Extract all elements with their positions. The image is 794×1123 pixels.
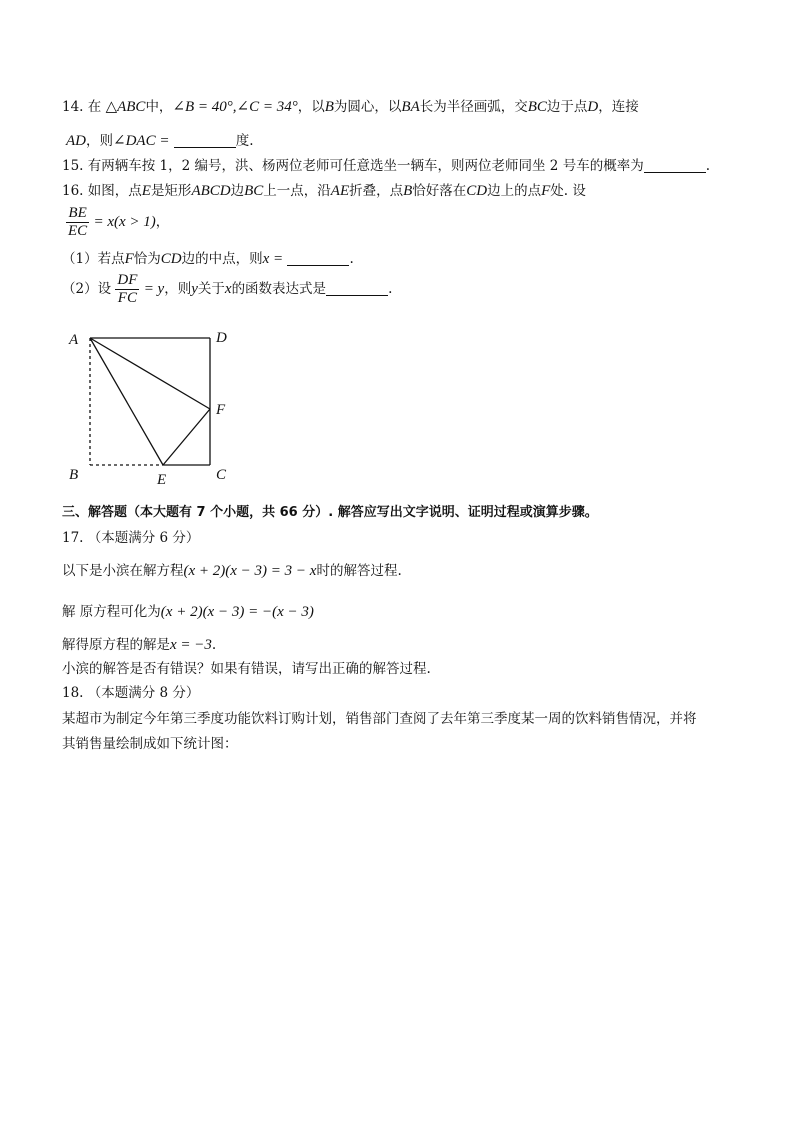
text: 上一点，沿 [263, 183, 331, 199]
text: . [211, 637, 217, 653]
q17-head: 17. （本题满分 6 分） [62, 530, 200, 546]
segment-ad: AD [66, 133, 86, 149]
var-x: x [224, 281, 232, 297]
angle-values: ∠B = 40°,∠C = 34° [172, 99, 298, 115]
text: . [705, 158, 710, 174]
point-b: B [403, 183, 413, 199]
segment-bc: BC [527, 99, 547, 115]
point-b: B [324, 99, 334, 115]
q16-condition [66, 205, 169, 240]
fraction-numerator: DF [117, 272, 138, 288]
fraction-denominator: EC [68, 223, 88, 239]
segment-ef [163, 409, 210, 465]
text: 的函数表达式是 [231, 281, 327, 297]
rect-abcd: ABCD [191, 183, 231, 199]
text: 长为半径画弧，交 [419, 99, 528, 115]
text: ，则 [164, 281, 192, 297]
segment-cd: CD [160, 251, 182, 267]
label-e: E [157, 472, 167, 488]
q17-line4: 小滨的解答是否有错误？如果有错误，请写出正确的解答过程. [62, 661, 431, 677]
text: 中， [145, 99, 173, 115]
text: 边 [230, 183, 245, 199]
point-d: D [587, 99, 599, 115]
label-a: A [69, 332, 79, 348]
fraction-numerator: BE [66, 205, 89, 223]
q14-number: 14. 在 [62, 99, 102, 115]
text: 是矩形 [150, 183, 192, 199]
text: 解 原方程可化为 [62, 604, 161, 620]
text: . [349, 251, 354, 267]
q14-line1 [62, 98, 639, 116]
equation-1: (x + 2)(x − 3) = 3 − x [183, 563, 317, 579]
q17-line1 [62, 562, 402, 580]
text: ，则 [86, 133, 113, 149]
text: 度. [235, 133, 254, 149]
segment-af [90, 338, 210, 409]
q16-line1 [62, 182, 586, 200]
text: 处. 设 [550, 183, 586, 199]
text: 以下是小滨在解方程 [62, 563, 184, 579]
label-d: D [216, 330, 227, 346]
fraction-df-fc [115, 272, 139, 307]
text: ， [155, 214, 170, 230]
q15-line [62, 157, 710, 175]
angle-dac: ∠DAC = [113, 133, 170, 149]
answer-blank-q15[interactable] [644, 158, 706, 173]
q18-line1: 某超市为制定今年第三季度功能饮料订购计划，销售部门查阅了去年第三季度某一周的饮料销售情况，并将 [62, 711, 697, 727]
q17-line3 [62, 636, 216, 654]
text: 边上的点 [487, 183, 542, 199]
text: 为圆心，以 [333, 99, 402, 115]
text: 关于 [197, 281, 225, 297]
text: 边的中点，则 [181, 251, 263, 267]
segment-ba: BA [401, 99, 420, 115]
point-f: F [541, 183, 551, 199]
q16-sub2 [62, 272, 392, 307]
text: 恰好落在 [412, 183, 467, 199]
segment-ae: AE [330, 183, 350, 199]
answer-blank-q14[interactable] [174, 133, 236, 148]
label-c: C [216, 467, 227, 483]
text: ，以 [297, 99, 325, 115]
fraction-be-ec [66, 205, 89, 240]
q18-line2: 其销售量绘制成如下统计图： [62, 736, 238, 752]
y-expr: = y [143, 281, 165, 297]
geometry-figure [60, 322, 240, 492]
q18-head: 18. （本题满分 8 分） [62, 685, 200, 701]
segment-cd: CD [466, 183, 488, 199]
answer-blank-q16-1[interactable] [287, 251, 349, 266]
x-equals: x = [262, 251, 284, 267]
q15-text: 15. 有两辆车按 1，2 编号，洪、杨两位老师可任意选坐一辆车，则两位老师同坐 2 号车的概率为 [62, 158, 644, 174]
q14-line2 [66, 132, 254, 150]
point-f: F [124, 251, 134, 267]
triangle-abc: △ABC [105, 99, 146, 115]
text: 恰为 [133, 251, 161, 267]
text: 时的解答过程. [316, 563, 402, 579]
equation-3: x = −3 [170, 637, 212, 653]
label-b: B [69, 467, 79, 483]
equation-2: (x + 2)(x − 3) = −(x − 3) [160, 604, 314, 620]
text: . [388, 281, 393, 297]
text: （2）设 [62, 281, 112, 297]
text: 边于点 [546, 99, 588, 115]
text: 解得原方程的解是 [62, 637, 170, 653]
fraction-denominator: FC [117, 290, 137, 306]
fold-line-ae [90, 338, 163, 465]
text: （1）若点 [62, 251, 125, 267]
text: 16. 如图，点 [62, 183, 142, 199]
section3-heading: 三、解答题（本大题有 7 个小题，共 66 分）. 解答应写出文字说明、证明过程或演算步骤。 [62, 505, 598, 520]
answer-blank-q16-2[interactable] [326, 281, 388, 296]
var-y: y [191, 281, 198, 297]
point-e: E [141, 183, 151, 199]
text: 折叠，点 [349, 183, 404, 199]
q17-line2 [62, 603, 314, 621]
segment-bc: BC [244, 183, 264, 199]
condition-expr: = x(x > 1) [93, 214, 156, 230]
text: ，连接 [598, 99, 639, 115]
q16-sub1 [62, 250, 354, 268]
label-f: F [216, 402, 226, 418]
